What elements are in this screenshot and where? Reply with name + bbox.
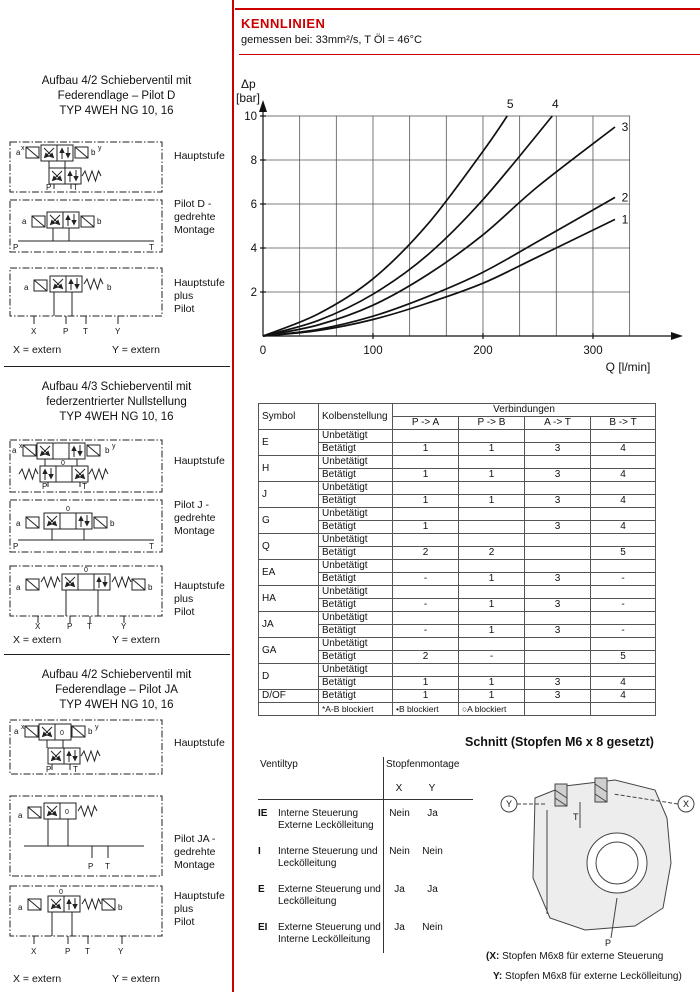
table-row [259, 677, 656, 690]
value-cell [459, 638, 525, 651]
port-label-y: Y [121, 622, 127, 630]
value-cell: 3 [525, 625, 591, 638]
pressure-flow-chart [233, 70, 693, 385]
port-label-x: X [35, 622, 41, 630]
port-label-x: x [21, 145, 25, 152]
table-row [259, 599, 656, 612]
value-cell [393, 664, 459, 677]
chart-text: 8 [250, 155, 257, 167]
spool-position-table [258, 403, 656, 716]
port-label-p: P [46, 183, 52, 192]
chart-text: 4 [551, 97, 559, 111]
port-label-a: a [22, 217, 27, 226]
port-label-t: T [105, 862, 110, 871]
chart-text: 10 [244, 111, 257, 123]
port-label-p: P [88, 862, 94, 871]
position-cell: Unbetätigt [319, 664, 393, 677]
value-cell: - [393, 625, 459, 638]
col-header-connection: P -> A [393, 417, 459, 430]
value-cell: 3 [525, 495, 591, 508]
symbol-cell: GA [259, 638, 319, 664]
value-cell [525, 534, 591, 547]
symbol-cell: D [259, 664, 319, 690]
port-label-x: X [31, 947, 37, 956]
port-label-y: Y [115, 327, 121, 336]
value-cell: 3 [525, 573, 591, 586]
value-cell [393, 430, 459, 443]
table-row [259, 534, 656, 547]
value-cell [459, 560, 525, 573]
port-label-a: a [16, 148, 21, 157]
col-header-verbindungen: Verbindungen [393, 404, 656, 417]
position-cell: Betätigt [319, 547, 393, 560]
value-cell: 2 [393, 547, 459, 560]
footnote-row [259, 703, 656, 716]
value-cell: 3 [525, 690, 591, 703]
title-line: federzentrierter Nullstellung [46, 396, 187, 408]
table-row [259, 625, 656, 638]
value-cell [591, 430, 656, 443]
diagram-label-pilot-j: Pilot J - gedrehte Montage [174, 499, 216, 537]
position-cell: Unbetätigt [319, 482, 393, 495]
chart-text: 4 [250, 243, 257, 255]
title-line: Aufbau 4/3 Schieberventil mit [41, 381, 192, 393]
port-label-t: T [73, 765, 78, 774]
table-row [259, 651, 656, 664]
value-cell: 1 [393, 443, 459, 456]
value-cell [591, 638, 656, 651]
position-cell: Unbetätigt [319, 612, 393, 625]
value-cell: 3 [525, 521, 591, 534]
port-label-t: T [85, 947, 90, 956]
position-label-zero: 0 [59, 889, 63, 896]
position-cell: Betätigt [319, 495, 393, 508]
col-header-ventiltyp: Ventiltyp [260, 759, 298, 770]
footnote-cell: ○A blockiert [459, 703, 525, 716]
chart-text: 300 [583, 345, 603, 357]
port-label-b: b [88, 727, 93, 736]
position-cell: Betätigt [319, 651, 393, 664]
section-label-t: T [573, 812, 579, 822]
table-row [259, 547, 656, 560]
ventiltyp-y-value: Nein [422, 922, 443, 933]
symbol-cell: EA [259, 560, 319, 586]
title-line: Federendlage – Pilot JA [55, 684, 178, 696]
schnitt-footnotes [486, 947, 682, 987]
value-cell: 1 [459, 677, 525, 690]
section-title-pilot-d [0, 74, 233, 119]
value-cell: 2 [393, 651, 459, 664]
diagram-label-pilot-d: Pilot D - gedrehte Montage [174, 198, 216, 236]
col-header-stopfenmontage: Stopfenmontage [386, 759, 460, 770]
table-row [259, 586, 656, 599]
ventiltyp-x-value: Ja [394, 922, 405, 933]
symbol-cell: H [259, 456, 319, 482]
left-column: Aufbau 4/2 Schieberventil mit Federendlage – Pilot D TYP 4WEH NG 10, 16 a x b y P T a b P T a b X P T Y Hauptstufe Pilot D - gedrehte Montage Hauptstufe plus Pilot X = extern Y = extern Aufbau 4/3 Schieberventil mit federzentrierter Nullstellung TYP 4WEH NG 10, 16 a x b y 0 P T a b 0 P T a b 0 X P T Y Hauptstufe Pilot J - gedrehte Montage Hauptstufe plus Pilot X = extern Y = extern Aufbau 4/2 Schieberventil mit Federendlage – Pilot JA TYP 4WEH NG 10, 16 a x b y 0 P T a 0 P T a b 0 X P T Y Hauptstufe Pilot JA - gedrehte Montage Hauptstufe plus Pilot X = extern Y = extern [0, 0, 233, 992]
value-cell: 4 [591, 443, 656, 456]
title-line: TYP 4WEH NG 10, 16 [59, 411, 174, 423]
value-cell [525, 560, 591, 573]
section-divider [4, 654, 230, 655]
position-cell: Betätigt [319, 573, 393, 586]
col-header-connection: A -> T [525, 417, 591, 430]
section-divider [4, 366, 230, 367]
table-row [259, 469, 656, 482]
chart-text: 200 [473, 345, 493, 357]
port-label-y: y [95, 724, 99, 731]
chart-text: 1 [621, 212, 629, 227]
value-cell: 2 [459, 547, 525, 560]
value-cell: 4 [591, 495, 656, 508]
position-cell: Betätigt [319, 677, 393, 690]
ventiltyp-table-header [258, 757, 473, 800]
ventiltyp-table [258, 757, 473, 953]
title-line: Aufbau 4/2 Schieberventil mit [41, 75, 192, 87]
diagram-label-hauptstufe: Hauptstufe [174, 737, 225, 749]
title-line: TYP 4WEH NG 10, 16 [59, 105, 174, 117]
value-cell [591, 560, 656, 573]
value-cell [525, 456, 591, 469]
diagram-label-hauptstufe-plus-pilot: Hauptstufe plus Pilot [174, 890, 225, 928]
ventiltyp-code: I [258, 846, 261, 857]
col-header-connection: P -> B [459, 417, 525, 430]
section-label-y: Y [506, 799, 513, 809]
diagram-label-hauptstufe-plus-pilot: Hauptstufe plus Pilot [174, 580, 225, 618]
curve-4 [263, 116, 552, 336]
section-title-pilot-ja [0, 668, 233, 713]
port-label-t: T [83, 327, 88, 336]
value-cell [459, 482, 525, 495]
table-row [259, 508, 656, 521]
value-cell [525, 664, 591, 677]
table-row [259, 495, 656, 508]
hydraulic-diagram-pilot-ja [4, 718, 172, 963]
diagram-label-hauptstufe: Hauptstufe [174, 455, 225, 467]
port-label-b: b [91, 148, 96, 157]
port-label-a: a [16, 583, 21, 592]
port-label-p: P [42, 482, 48, 491]
position-cell: Unbetätigt [319, 638, 393, 651]
chart-text: 100 [363, 345, 383, 357]
value-cell [525, 612, 591, 625]
port-label-x: x [21, 724, 25, 731]
position-cell: Unbetätigt [319, 430, 393, 443]
value-cell: 1 [393, 521, 459, 534]
symbol-cell: D/OF [259, 690, 319, 703]
ventiltyp-row [258, 884, 473, 908]
port-label-y: y [112, 443, 116, 450]
value-cell [591, 456, 656, 469]
position-cell: Betätigt [319, 443, 393, 456]
position-cell: Betätigt [319, 469, 393, 482]
value-cell [525, 430, 591, 443]
port-label-a: a [18, 903, 23, 912]
value-cell [591, 508, 656, 521]
port-label-a: a [24, 283, 29, 292]
value-cell [459, 456, 525, 469]
col-header-symbol: Symbol [259, 404, 319, 430]
port-label-y: y [98, 145, 102, 152]
value-cell: 3 [525, 599, 591, 612]
position-cell: Unbetätigt [319, 560, 393, 573]
port-label-a: a [16, 519, 21, 528]
value-cell [591, 664, 656, 677]
footnote-y: Y: Stopfen M6x8 für externe Leckölleitung) [493, 971, 682, 982]
curve-1 [263, 219, 615, 336]
port-label-x: X [31, 327, 37, 336]
value-cell [591, 612, 656, 625]
value-cell: 5 [591, 651, 656, 664]
ventiltyp-description: Interne Steuerung Externe Leckölleitung [278, 808, 374, 831]
chart-text: [bar] [236, 91, 261, 105]
ventiltyp-x-value: Ja [394, 884, 405, 895]
value-cell [459, 508, 525, 521]
position-cell: Unbetätigt [319, 456, 393, 469]
table-row [259, 690, 656, 703]
table-row [259, 664, 656, 677]
position-cell: Unbetätigt [319, 586, 393, 599]
table-row [259, 456, 656, 469]
table-row [259, 560, 656, 573]
position-label-zero: 0 [60, 730, 64, 737]
footnote-cell: •B blockiert [393, 703, 459, 716]
ventiltyp-y-value: Nein [422, 846, 443, 857]
ventiltyp-x-value: Nein [389, 846, 410, 857]
value-cell [591, 482, 656, 495]
diagram-label-hauptstufe-plus-pilot: Hauptstufe plus Pilot [174, 277, 225, 315]
ventiltyp-row [258, 922, 473, 946]
value-cell [525, 651, 591, 664]
col-header-connection: B -> T [591, 417, 656, 430]
value-cell: - [459, 651, 525, 664]
chart-text: 5 [506, 97, 514, 111]
port-label-b: b [118, 903, 123, 912]
ventiltyp-description: Externe Steuerung und Interne Leckölleitung [278, 922, 381, 945]
value-cell [525, 586, 591, 599]
value-cell: 5 [591, 547, 656, 560]
position-cell: Betätigt [319, 599, 393, 612]
value-cell [525, 508, 591, 521]
value-cell [459, 534, 525, 547]
table-header-row [259, 404, 656, 417]
chart-text: 0 [259, 345, 267, 357]
value-cell: 4 [591, 677, 656, 690]
port-label-t: T [82, 482, 87, 491]
port-label-b: b [97, 217, 102, 226]
ventiltyp-y-value: Ja [427, 808, 438, 819]
position-label-zero: 0 [61, 460, 65, 467]
value-cell: 3 [525, 469, 591, 482]
ventiltyp-code: E [258, 884, 265, 895]
title-line: TYP 4WEH NG 10, 16 [59, 699, 174, 711]
value-cell [393, 508, 459, 521]
port-label-b: b [148, 583, 153, 592]
col-header-x: X [395, 783, 403, 794]
symbol-cell: Q [259, 534, 319, 560]
value-cell [393, 638, 459, 651]
port-label-t: T [149, 243, 154, 252]
col-header-y: Y [428, 783, 436, 794]
table-row [259, 430, 656, 443]
value-cell: 1 [459, 469, 525, 482]
port-label-t: T [73, 183, 78, 192]
value-cell: 1 [459, 573, 525, 586]
value-cell: 1 [393, 495, 459, 508]
chart-text: 2 [621, 190, 629, 205]
diagram-label-hauptstufe: Hauptstufe [174, 150, 225, 162]
value-cell: 1 [393, 690, 459, 703]
value-cell: 3 [525, 443, 591, 456]
chart-text: 3 [621, 120, 629, 134]
table-row [259, 521, 656, 534]
symbol-cell: JA [259, 612, 319, 638]
value-cell: 1 [459, 625, 525, 638]
chart-text: Δp [241, 77, 256, 91]
value-cell [393, 482, 459, 495]
position-label-zero: 0 [65, 809, 69, 816]
chart-text: 2 [250, 287, 257, 299]
table-row [259, 612, 656, 625]
position-cell: Unbetätigt [319, 508, 393, 521]
port-label-b: b [110, 519, 115, 528]
ventiltyp-row [258, 808, 473, 832]
symbol-cell: HA [259, 586, 319, 612]
position-cell: Unbetätigt [319, 534, 393, 547]
position-cell: Betätigt [319, 625, 393, 638]
port-label-p: P [65, 947, 71, 956]
value-cell [525, 547, 591, 560]
value-cell: - [591, 599, 656, 612]
title-line: Federendlage – Pilot D [57, 90, 176, 102]
table-row [259, 573, 656, 586]
value-cell [459, 430, 525, 443]
ventiltyp-description: Externe Steuerung und Leckölleitung [278, 884, 381, 907]
ventiltyp-y-value: Ja [427, 884, 438, 895]
chart-text: Q [l/min] [605, 360, 651, 374]
curve-3 [263, 127, 615, 336]
hydraulic-diagram-pilot-j [4, 438, 172, 630]
ventiltyp-code: EI [258, 922, 268, 933]
port-label-p: P [67, 622, 73, 630]
value-cell: 1 [459, 495, 525, 508]
port-label-b: b [105, 446, 110, 455]
footnote-x: (X: Stopfen M6x8 für externe Steuerung [486, 951, 664, 962]
red-heading-rule [239, 54, 700, 55]
value-cell: - [393, 573, 459, 586]
port-label-p: P [63, 327, 69, 336]
section-label-x: X [683, 799, 690, 809]
position-label-zero: 0 [66, 506, 70, 513]
port-label-p: P [46, 765, 52, 774]
symbol-cell: G [259, 508, 319, 534]
ventiltyp-description: Interne Steuerung und Leckölleitung [278, 846, 378, 869]
table-row [259, 443, 656, 456]
value-cell: 3 [525, 677, 591, 690]
value-cell [459, 586, 525, 599]
position-cell: Betätigt [319, 521, 393, 534]
value-cell [393, 560, 459, 573]
valve-cross-section-drawing [495, 768, 700, 948]
red-top-rule [235, 8, 700, 10]
section-label-p: P [605, 938, 612, 948]
value-cell [459, 664, 525, 677]
port-label-a: a [18, 811, 23, 820]
port-label-p: P [13, 243, 19, 252]
value-cell: 1 [459, 690, 525, 703]
right-column [233, 0, 700, 992]
value-cell [393, 612, 459, 625]
value-cell: - [591, 573, 656, 586]
ventiltyp-x-value: Nein [389, 808, 410, 819]
symbol-cell: J [259, 482, 319, 508]
port-label-a: a [14, 727, 19, 736]
value-cell [393, 534, 459, 547]
value-cell: 1 [459, 599, 525, 612]
value-cell [525, 638, 591, 651]
table-row [259, 482, 656, 495]
value-cell [591, 534, 656, 547]
col-header-kolbenstellung: Kolbenstellung [319, 404, 393, 430]
value-cell: 1 [393, 677, 459, 690]
position-cell: Betätigt [319, 690, 393, 703]
port-label-y: Y [118, 947, 124, 956]
port-label-p: P [13, 542, 19, 551]
value-cell [459, 521, 525, 534]
value-cell: 1 [459, 443, 525, 456]
value-cell: 4 [591, 469, 656, 482]
value-cell: 4 [591, 521, 656, 534]
value-cell: - [393, 599, 459, 612]
section-title-pilot-j [0, 380, 233, 425]
value-cell [393, 586, 459, 599]
port-label-t: T [87, 622, 92, 630]
value-cell [525, 482, 591, 495]
kennlinien-heading: KENNLINIEN [241, 16, 326, 31]
ventiltyp-code: IE [258, 808, 268, 819]
position-label-zero: 0 [84, 567, 88, 574]
value-cell: 1 [393, 469, 459, 482]
chart-text: 6 [250, 199, 257, 211]
title-line: Aufbau 4/2 Schieberventil mit [41, 669, 192, 681]
port-label-a: a [12, 446, 17, 455]
value-cell: - [591, 625, 656, 638]
port-label-b: b [107, 283, 112, 292]
hydraulic-diagram-pilot-d [4, 140, 172, 340]
value-cell [393, 456, 459, 469]
footnote-cell: *A-B blockiert [319, 703, 393, 716]
schnitt-heading: Schnitt (Stopfen M6 x 8 gesetzt) [465, 735, 654, 749]
port-label-x: x [19, 443, 23, 450]
table-row [259, 638, 656, 651]
value-cell: 4 [591, 690, 656, 703]
port-label-t: T [149, 542, 154, 551]
ventiltyp-row [258, 846, 473, 870]
value-cell [459, 612, 525, 625]
value-cell [591, 586, 656, 599]
kennlinien-subtitle: gemessen bei: 33mm²/s, T Öl = 46°C [241, 34, 422, 46]
symbol-cell: E [259, 430, 319, 456]
diagram-label-pilot-ja: Pilot JA - gedrehte Montage [174, 833, 216, 871]
